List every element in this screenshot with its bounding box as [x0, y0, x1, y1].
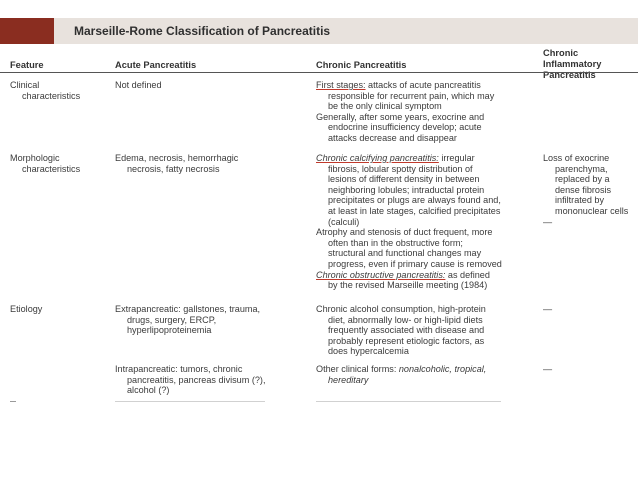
- chronic-morph-line8: Atrophy and stenosis of duct frequent, more: [316, 227, 493, 238]
- chronic-morph-line7: (calculi): [328, 216, 360, 227]
- acute-etiology-intra: [115, 364, 265, 396]
- truncated-fragment: [10, 401, 16, 402]
- chronic-etio-line4: probably represent etiologic factors, as: [328, 335, 485, 346]
- cip-morph-dash: —: [543, 216, 553, 227]
- chronic-etiology: [316, 304, 486, 357]
- chronic-morph-text12: as defined: [445, 269, 490, 280]
- table-title: Marseille-Rome Classification of Pancreatitis: [74, 24, 331, 38]
- acute-etiology-extra: [115, 304, 260, 336]
- chronic-clinical-line3: be the only clinical symptom: [328, 101, 442, 112]
- header-chronic: Chronic Pancreatitis: [316, 60, 407, 70]
- feature-morph-line2: characteristics: [22, 163, 81, 174]
- cip-morph-line2: parenchyma,: [555, 163, 608, 174]
- chronic-etio2-line1: [316, 364, 486, 375]
- cip-morph-line6: mononuclear cells: [555, 205, 629, 216]
- chronic-morph-line3: lesions of different density in between: [328, 174, 480, 185]
- other-forms-italic1: nonalcoholic, tropical,: [398, 364, 487, 374]
- chronic-morph-line4: neighboring lobules; intraductal protein: [328, 184, 485, 195]
- acute-etio-line3: hyperlipoproteinemia: [127, 325, 212, 336]
- cip-morph-line1: Loss of exocrine: [543, 153, 610, 163]
- cip-etiology2-dash: —: [543, 364, 553, 374]
- chronic-morph-text1: irregular: [438, 153, 475, 163]
- feature-clinical: [10, 80, 80, 101]
- acute-etio2-line2: pancreatitis, pancreas divisum (?),: [127, 374, 266, 385]
- acute-morph-line1: Edema, necrosis, hemorrhagic: [115, 153, 239, 163]
- chronic-clinical-line1: [316, 80, 494, 91]
- chronic-clinical: [316, 80, 494, 144]
- acute-etio2-line3: alcohol (?): [127, 385, 170, 396]
- acute-morph-line2: necrosis, fatty necrosis: [127, 163, 220, 174]
- feature-clinical-line1: Clinical: [10, 80, 40, 90]
- chronic-etio2-line2: hereditary: [328, 374, 369, 385]
- chronic-morph-line9: often than in the obstructive form;: [328, 237, 463, 248]
- header-cip-line2: Pancreatitis: [543, 70, 596, 80]
- chronic-morph-line13: by the revised Marseille meeting (1984): [328, 280, 488, 291]
- chronic-morph-line12: [316, 270, 502, 281]
- chronic-clinical-text1: attacks of acute pancreatitis: [365, 80, 481, 90]
- header-acute: Acute Pancreatitis: [115, 60, 197, 70]
- cip-etiology-dash: —: [543, 304, 553, 314]
- acute-morphologic: [115, 153, 238, 174]
- acute-clinical: Not defined: [115, 80, 162, 90]
- chronic-etio-line1: Chronic alcohol consumption, high-protein: [316, 304, 486, 314]
- acute-etio-line1: Extrapancreatic: gallstones, trauma,: [115, 304, 261, 314]
- chronic-etio-line5: does hypercalcemia: [328, 346, 409, 357]
- feature-morphologic: [10, 153, 80, 174]
- first-stages-lead: First stages:: [316, 80, 366, 90]
- acute-etio2-line1: Intrapancreatic: tumors, chronic: [115, 364, 243, 374]
- cip-morph-line4: dense fibrosis: [555, 184, 612, 195]
- header-rule: [0, 72, 638, 73]
- acute-etio-line2: drugs, surgery, ERCP,: [127, 314, 217, 325]
- calcifying-lead: Chronic calcifying pancreatitis:: [316, 153, 439, 163]
- title-accent-block: [0, 18, 54, 44]
- header-cip: [543, 48, 638, 81]
- feature-clinical-line2: characteristics: [22, 90, 81, 101]
- truncated-fragment: [316, 401, 501, 402]
- chronic-clinical-line6: attacks decrease and disappear: [328, 132, 457, 143]
- cip-morph-line5: infiltrated by: [555, 195, 605, 206]
- header-cip-line1: Chronic Inflammatory: [543, 48, 602, 69]
- feature-morph-line1: Morphologic: [10, 153, 60, 163]
- chronic-clinical-line5: endocrine insufficiency develop; acute: [328, 122, 482, 133]
- chronic-morph-line2: fibrosis, lobular spotty distribution of: [328, 163, 473, 174]
- cip-morphologic: [543, 153, 628, 227]
- feature-etiology: Etiology: [10, 304, 43, 314]
- chronic-morph-line11: progress, even if primary cause is removed: [328, 258, 502, 269]
- header-feature: Feature: [10, 60, 44, 70]
- chronic-etiology-other: [316, 364, 486, 385]
- truncated-next-row: [0, 398, 638, 406]
- chronic-clinical-line4: Generally, after some years, exocrine and: [316, 111, 485, 122]
- chronic-morph-line1: [316, 153, 502, 164]
- chronic-etio-line3: frequently associated with disease and: [328, 325, 485, 336]
- chronic-morph-line5: precipitates or plugs are always found and,: [328, 195, 501, 206]
- truncated-fragment: [115, 401, 265, 402]
- obstructive-lead: Chronic obstructive pancreatitis:: [316, 269, 446, 280]
- cip-morph-line3: replaced by a: [555, 174, 610, 185]
- other-forms-lead: Other clinical forms:: [316, 364, 399, 374]
- chronic-etio-line2: diet, abnormally low- or high-lipid diets: [328, 314, 483, 325]
- chronic-morph-line6: at least in late stages, calcified precipitates: [328, 205, 501, 216]
- chronic-morphologic: [316, 153, 502, 291]
- chronic-morph-line10: structural and functional changes may: [328, 248, 482, 259]
- chronic-clinical-line2: responsible for recurrent pain, which may: [328, 90, 495, 101]
